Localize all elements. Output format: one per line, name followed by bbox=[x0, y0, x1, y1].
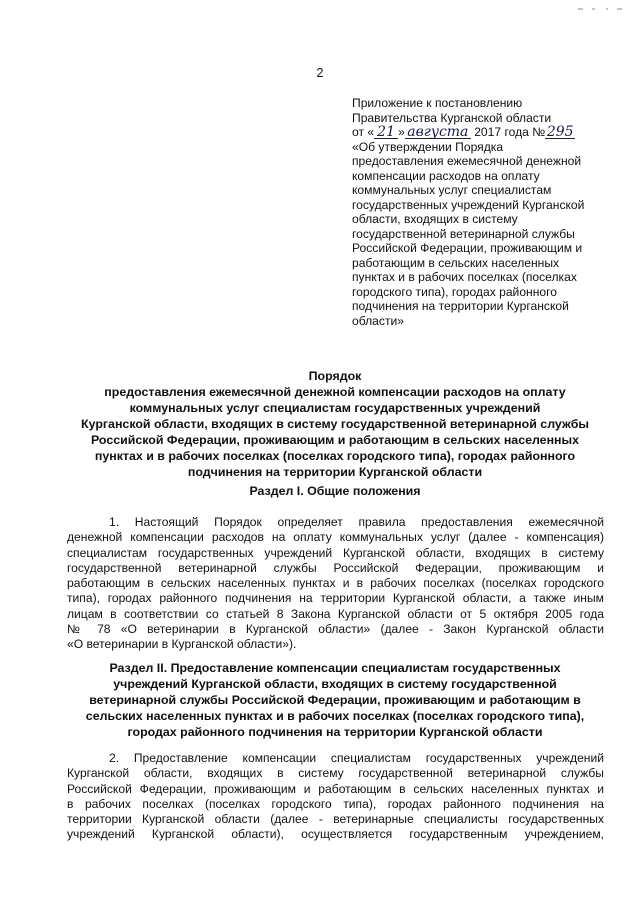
title-line: предоставления ежемесячной денежной компенсации расходов на оплату bbox=[104, 385, 566, 399]
paragraph-line: денежной компенсации расходов на оплату коммунальных услуг (далее - компенсация) bbox=[67, 530, 604, 545]
page-number: 2 bbox=[316, 66, 324, 80]
appendix-block bbox=[352, 96, 614, 328]
paragraph-1 bbox=[67, 515, 604, 653]
appendix-line: Правительства Курганской области bbox=[352, 110, 552, 125]
paragraph-line: 1. Настоящий Порядок определяет правила предоставления ежемесячной bbox=[109, 515, 604, 529]
appendix-line: компенсации расходов на оплату bbox=[352, 168, 540, 183]
handwritten-month: августа bbox=[405, 126, 471, 139]
paragraph-2 bbox=[67, 751, 604, 843]
paragraph-line: государственной ветеринарной службы Российской Федерации, проживающим и bbox=[67, 560, 604, 575]
appendix-line: пунктах и в рабочих поселках (поселках bbox=[352, 270, 577, 284]
paragraph-line: территории Курганской области (далее - ветеринарные специалисты государственных bbox=[67, 812, 604, 827]
title-line: Российской Федерации, проживающим и работающим в сельских населенных bbox=[90, 433, 580, 447]
title-line: коммунальных услуг специалистам государственных учреждений bbox=[129, 401, 541, 415]
appendix-line: подчинения на территории Курганской bbox=[352, 299, 569, 313]
date-prefix: от « bbox=[352, 125, 375, 139]
paragraph-line: Российской Федерации, проживающим и работающим в сельских населенных пунктах и bbox=[67, 781, 604, 796]
appendix-line: области» bbox=[352, 313, 404, 328]
paragraph-line: лицам в соответствии со статьей 8 Закона Курганской области от 5 октября 2005 года bbox=[67, 606, 604, 621]
paragraph-line: специалистам государственных учреждений Курганской области, входящих в систему bbox=[67, 545, 604, 560]
title-line: Порядок bbox=[308, 369, 362, 383]
paragraph-line: Курганской области, входящих в систему государственной ветеринарной службы bbox=[67, 766, 604, 781]
handwritten-number: 295 bbox=[546, 124, 574, 140]
appendix-line: государственной ветеринарной службы bbox=[352, 226, 575, 241]
paragraph-line: типа), городах районного подчинения на территории Курганской области, а также иным bbox=[67, 591, 604, 606]
handwritten-day: 21 bbox=[374, 126, 398, 139]
title-line: Курганской области, входящих в систему государственной ветеринарной службы bbox=[81, 417, 589, 431]
scan-corner-mark bbox=[578, 6, 622, 12]
appendix-line: государственных учреждений Курганской bbox=[352, 197, 585, 212]
date-year: 2017 года № bbox=[474, 125, 546, 139]
appendix-line: «Об утверждении Порядка bbox=[352, 139, 504, 154]
section-2-heading bbox=[60, 660, 610, 740]
appendix-line: области, входящих в систему bbox=[352, 212, 518, 226]
appendix-line: работающим в сельских населенных bbox=[352, 255, 560, 270]
title-line: пунктах и в рабочих поселках (поселках городского типа), городах районного bbox=[94, 449, 576, 463]
section-2-line: Раздел II. Предоставление компенсации специалистам государственных bbox=[109, 661, 561, 675]
paragraph-line: № 78 «О ветеринарии в Курганской области» (далее - Закон Курганской области bbox=[67, 622, 604, 637]
section-2-line: учреждений Курганской области, входящих в систему государственной bbox=[113, 677, 557, 691]
section-2-line: ветеринарной службы Российской Федерации, проживающим и работающим в bbox=[89, 693, 581, 707]
paragraph-line: работающим в сельских населенных пунктах и в рабочих поселках (поселках городского bbox=[67, 576, 604, 591]
section-1-heading: Раздел I. Общие положения bbox=[249, 484, 421, 498]
appendix-line: Приложение к постановлению bbox=[352, 96, 523, 110]
appendix-date-line bbox=[352, 125, 614, 140]
date-mid: » bbox=[398, 125, 405, 139]
paragraph-line: учреждений Курганской области), осуществляется государственным учреждением, bbox=[67, 827, 604, 842]
title-line: подчинения на территории Курганской области bbox=[187, 465, 483, 479]
appendix-line: коммунальных услуг специалистам bbox=[352, 183, 552, 197]
appendix-line: Российской Федерации, проживающим и bbox=[352, 241, 583, 255]
paragraph-line: «О ветеринарии в Курганской области»). bbox=[67, 637, 297, 652]
appendix-line: городского типа), городах районного bbox=[352, 284, 557, 299]
paragraph-line: 2. Предоставление компенсации специалистам государственных учреждений bbox=[109, 751, 604, 765]
section-2-line: сельских населенных пунктах и в рабочих поселках (поселках городского типа), bbox=[85, 709, 585, 723]
section-2-line: городах районного подчинения на территории Курганской области bbox=[127, 725, 543, 739]
document-title bbox=[60, 368, 610, 480]
appendix-line: предоставления ежемесячной денежной bbox=[352, 154, 582, 168]
paragraph-line: в рабочих поселках (поселках городского типа), городах районного подчинения на bbox=[67, 796, 604, 811]
